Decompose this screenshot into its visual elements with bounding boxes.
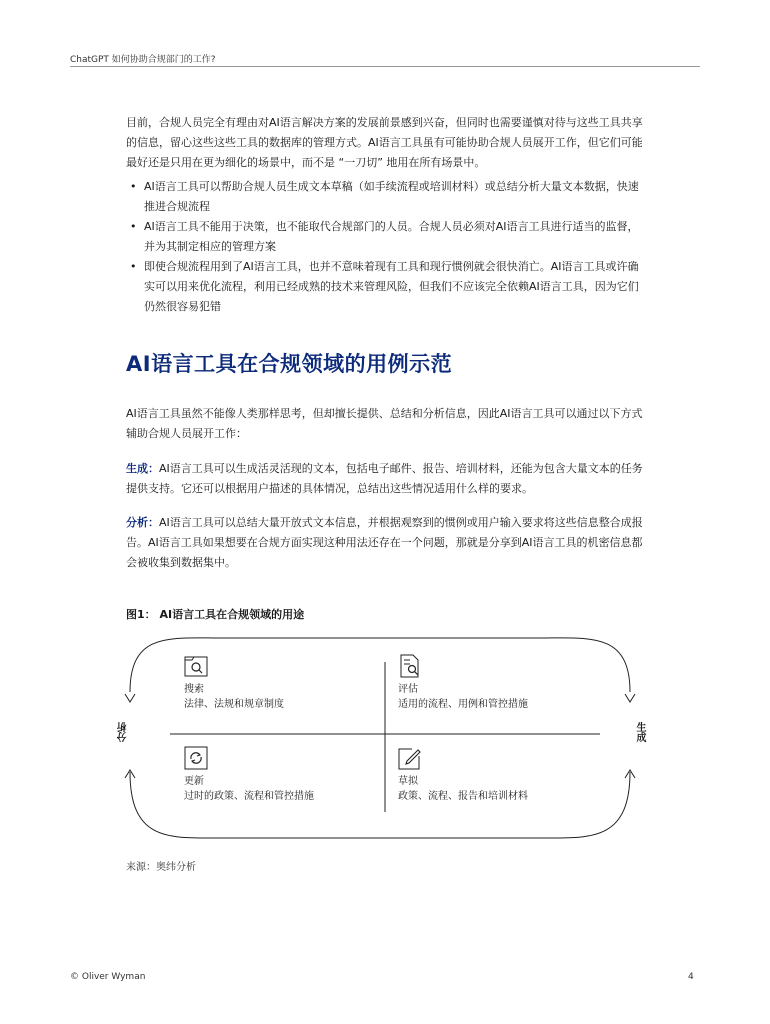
analyze-paragraph (126, 513, 646, 573)
document-search-icon (398, 654, 422, 678)
intro-paragraph: 目前，合规人员完全有理由对AI语言解决方案的发展前景感到兴奋，但同时也需要谨慎对待与这些工具共享的信息，留心这些这些工具的数据库的管理方式。AI语言工具虽有可能协助合规人员展开工作，但它们可能最好还是只用在更为细化的场景中，而不是 “一刀切” 地用在所有场景中。 (126, 116, 643, 169)
figure-source: 来源：奥纬分析 (126, 862, 196, 873)
running-header: ChatGPT 如何协助合规部门的工作? (70, 55, 216, 65)
edit-pencil-icon (398, 746, 422, 770)
generate-text: AI语言工具可以生成活灵活现的文本，包括电子邮件、报告、培训材料，还能为包含大量文本的任务提供支持。它还可以根据用户描述的具体情况，总结出这些情况适用什么样的要求。 (126, 462, 643, 495)
bullet-item: • AI语言工具可以帮助合规人员生成文本草稿（如手续流程或培训材料）或总结分析大量文本数据，快速推进合规流程 (126, 177, 646, 217)
generate-side-label: 生成 (634, 722, 645, 742)
refresh-document-icon (184, 746, 208, 770)
generate-paragraph (126, 459, 646, 499)
header-divider (70, 66, 700, 67)
bullet-list (126, 177, 646, 317)
quadrant-desc: 政策、流程、报告和培训材料 (398, 791, 528, 802)
quadrant-desc: 过时的政策、流程和管控措施 (184, 791, 314, 802)
bullet-item: • 即使合规流程用到了AI语言工具，也并不意味着现有工具和现行惯例就会很快消亡。AI语言工具或许确实可以用来优化流程，利用已经成熟的技术来管理风险，但我们不应该完全依赖AI语言工具，因为它们仍然很容易犯错 (126, 257, 646, 317)
folder-search-icon (184, 654, 208, 678)
quadrant-desc: 适用的流程、用例和管控措施 (398, 699, 528, 710)
quadrant-desc: 法律、法规和规章制度 (184, 699, 284, 710)
analyze-side-label: 分析 (118, 722, 129, 742)
section-lead-paragraph: AI语言工具虽然不能像人类那样思考，但却擅长提供、总结和分析信息，因此AI语言工具可以通过以下方式辅助合规人员展开工作： (126, 407, 643, 440)
generate-label: 生成： (126, 462, 159, 475)
section-title: AI语言工具在合规领域的用例示范 (126, 352, 453, 376)
quadrant-title: 草拟 (398, 776, 418, 787)
bullet-list-wrapper (126, 177, 646, 317)
quadrant-title: 评估 (398, 684, 418, 695)
quadrant-draft (398, 746, 588, 804)
bullet-item: • AI语言工具不能用于决策，也不能取代合规部门的人员。合规人员必须对AI语言工具进行适当的监督，并为其制定相应的管理方案 (126, 217, 646, 257)
footer-copyright: © Oliver Wyman (70, 972, 146, 982)
analyze-text: AI语言工具可以总结大量开放式文本信息，并根据观察到的惯例或用户输入要求将这些信息整合成报告。AI语言工具如果想要在合规方面实现这种用法还存在一个问题，那就是分享到AI语言工具的机密信息都会被收集到数据集中。 (126, 516, 643, 569)
page-number: 4 (688, 972, 694, 982)
analyze-label: 分析： (126, 516, 159, 529)
quadrant-search (184, 654, 374, 712)
quadrant-title: 更新 (184, 776, 204, 787)
usage-figure (110, 632, 650, 852)
quadrant-title: 搜索 (184, 684, 204, 695)
quadrant-evaluate (398, 654, 588, 712)
figure-title: 图1： AI语言工具在合规领域的用途 (126, 608, 305, 621)
quadrant-update (184, 746, 374, 804)
